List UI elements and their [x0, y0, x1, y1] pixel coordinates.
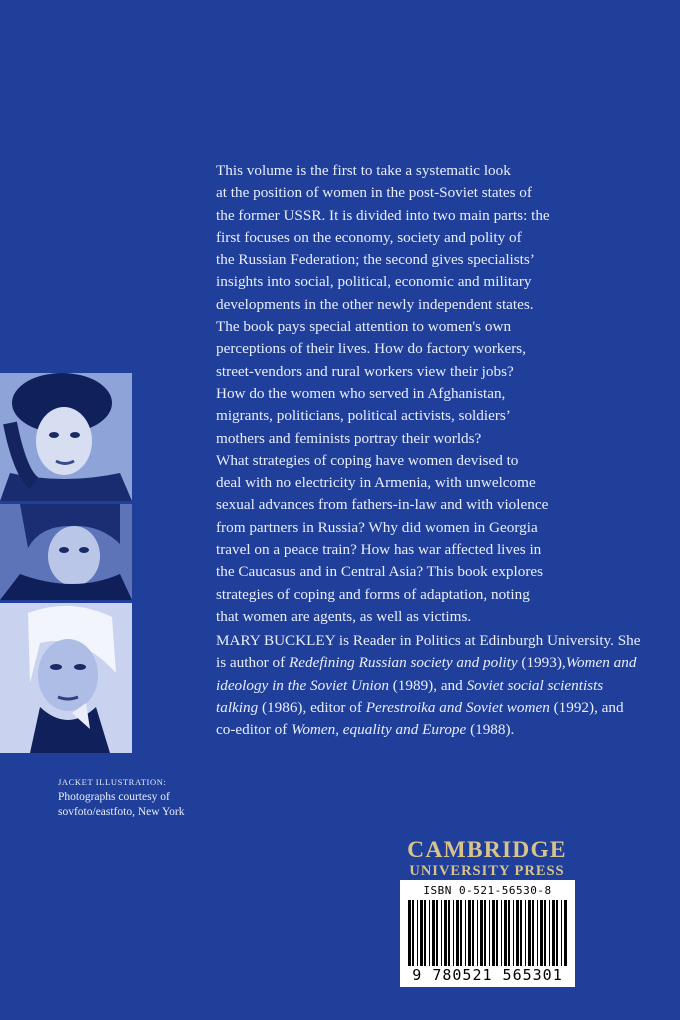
blurb-line: developments in the other newly independent states.	[216, 295, 534, 313]
blurb-line: the Caucasus and in Central Asia? This book explores	[216, 563, 544, 581]
blurb-line: the former USSR. It is divided into two main parts: the	[216, 206, 550, 224]
credit-caption: JACKET ILLUSTRATION:	[58, 777, 167, 787]
blurb-line: insights into social, political, economic and military	[216, 273, 532, 291]
ean-number: 9 780521 565301	[412, 966, 563, 984]
blurb-line: How do the women who served in Afghanistan,	[216, 384, 506, 402]
blurb-line: street-vendors and rural workers view their jobs?	[216, 362, 514, 380]
publisher-logo	[398, 838, 576, 879]
blurb-line: at the position of women in the post-Soviet states of	[216, 184, 532, 202]
blurb-line: What strategies of coping have women devised to	[216, 451, 519, 469]
book-title: Women, equality and Europe	[291, 721, 467, 739]
credit-line: sovfoto/eastfoto, New York	[58, 806, 185, 818]
bio-text: (1989), and	[388, 676, 467, 694]
jacket-photos	[0, 373, 132, 756]
book-title: Soviet social scientists talking	[216, 676, 604, 716]
author-bio	[216, 630, 646, 741]
book-title: Redefining Russian society and polity	[288, 654, 518, 672]
photo-woman-hat	[0, 373, 132, 501]
photo-woman-headscarf	[0, 603, 132, 753]
credit-line: Photographs courtesy of	[58, 791, 170, 803]
isbn-label: ISBN 0-521-56530-8	[423, 884, 552, 897]
bio-text: (1986), editor of	[258, 698, 366, 716]
blurb-line: travel on a peace train? How has war affected lives in	[216, 541, 542, 559]
book-title: Perestroika and Soviet women	[365, 698, 550, 716]
blurb-line: strategies of coping and forms of adaptation, noting	[216, 585, 530, 603]
blurb-line: deal with no electricity in Armenia, with unwelcome	[216, 474, 536, 492]
bio-text: MARY BUCKLEY is Reader in Politics at Edinburgh University. She is author of	[216, 632, 641, 672]
blurb-line: that women are agents, as well as victims.	[216, 607, 472, 625]
blurb-line: This volume is the first to take a systematic look	[216, 162, 511, 179]
blurb-line: The book pays special attention to women's own	[216, 318, 512, 336]
bio-text: (1992), and co-editor of	[216, 698, 624, 739]
publisher-name: CAMBRIDGE	[407, 837, 567, 863]
jacket-credit	[58, 775, 208, 820]
blurb-line: from partners in Russia? Why did women in Georgia	[216, 518, 538, 536]
blurb-line: sexual advances from fathers-in-law and with violence	[216, 496, 549, 514]
blurb-line: perceptions of their lives. How do factory workers,	[216, 340, 526, 358]
blurb-line: migrants, politicians, political activists, soldiers’	[216, 407, 511, 425]
book-title: Women and ideology in the Soviet Union	[216, 654, 637, 694]
bio-text: (1988).	[466, 721, 515, 739]
photo-elderly-woman	[0, 504, 132, 600]
barcode-icon	[406, 900, 569, 966]
blurb-line: the Russian Federation; the second gives specialists’	[216, 251, 535, 269]
blurb-line: mothers and feminists portray their worlds?	[216, 429, 482, 447]
blurb-text	[216, 160, 636, 628]
blurb-line: first focuses on the economy, society and polity of	[216, 228, 522, 246]
barcode-box	[400, 880, 575, 987]
bio-text: (1993),	[517, 654, 566, 672]
publisher-subtitle: UNIVERSITY PRESS	[409, 863, 565, 879]
